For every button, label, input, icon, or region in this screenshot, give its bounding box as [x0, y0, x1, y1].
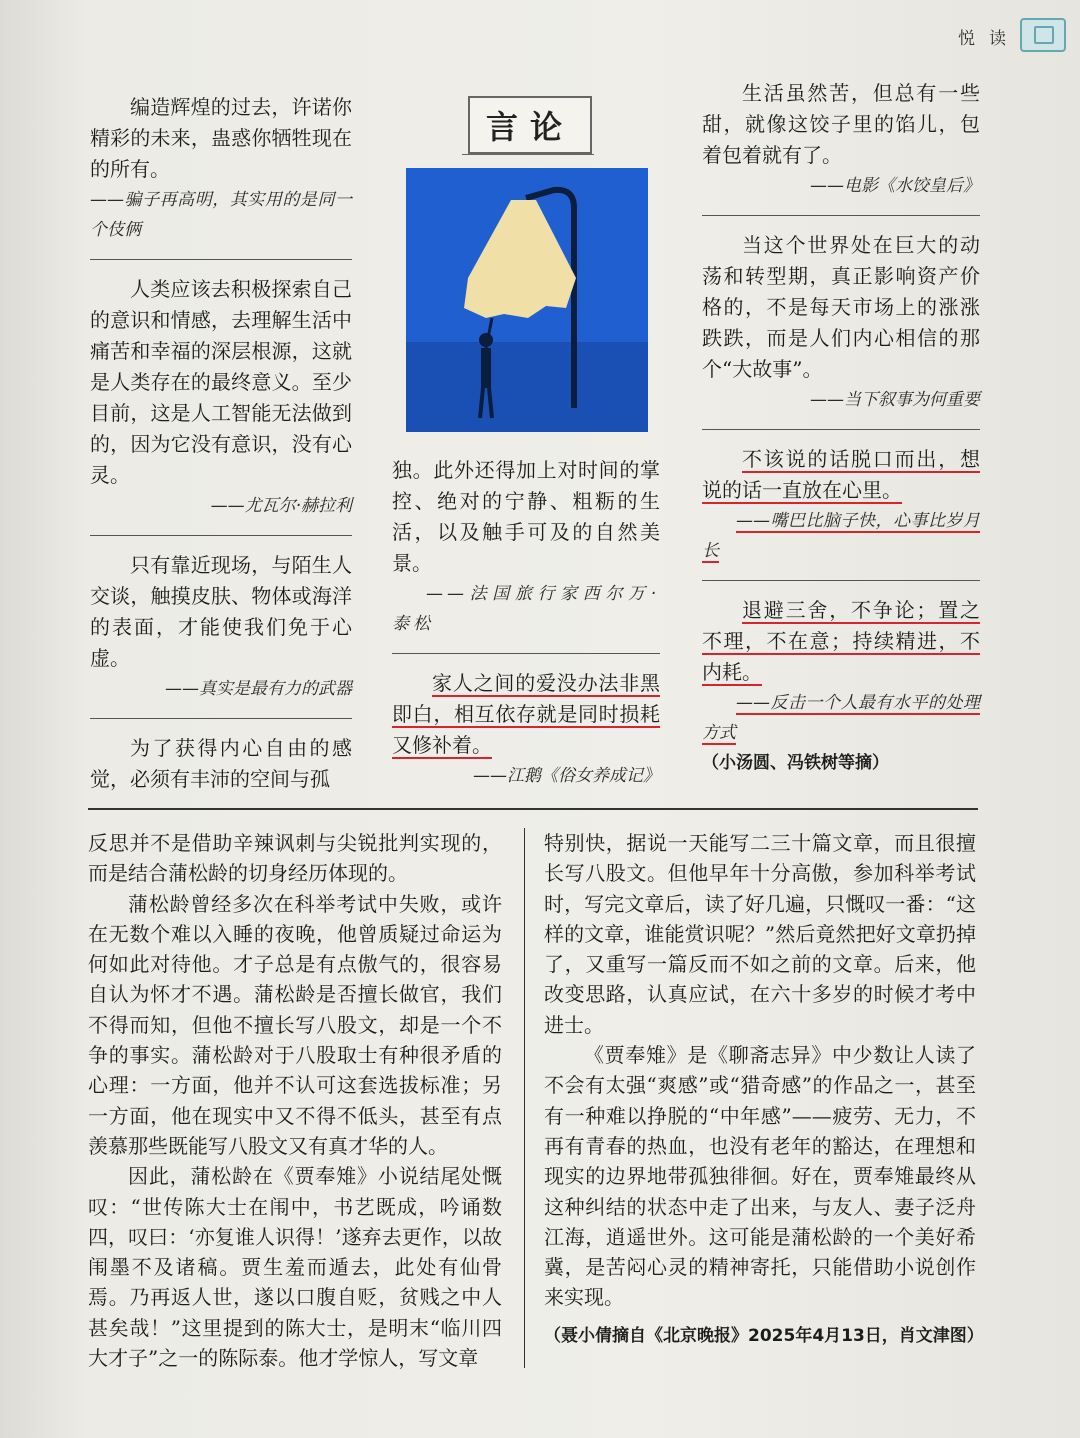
divider	[702, 429, 980, 430]
quotes-column-3	[702, 78, 980, 779]
article-column-right	[544, 828, 984, 1351]
divider	[90, 718, 352, 719]
quote: 编造辉煌的过去，许诺你精彩的未来，蛊惑你牺牲现在的所有。	[90, 95, 352, 181]
quote-source: ——当下叙事为何重要	[810, 390, 980, 410]
quote-underlined: 家人之间的爱没办法非黑即白，相互依存就是同时损耗又修补着。	[392, 671, 660, 757]
divider	[702, 215, 980, 216]
article-paragraph: 反思并不是借助辛辣讽刺与尖锐批判实现的，而是结合蒲松龄的切身经历体现的。	[88, 831, 502, 886]
article-credit: （聂小倩摘自《北京晚报》2025年4月13日，肖文津图）	[544, 1325, 984, 1346]
quote: 为了获得内心自由的感觉，必须有丰沛的空间与孤	[90, 736, 352, 791]
quote-source-underlined: ——反击一个人最有水平的处理方式	[702, 693, 980, 743]
section-divider	[88, 808, 978, 810]
divider	[90, 259, 352, 260]
article-paragraph: 因此，蒲松龄在《贾奉雉》小说结尾处慨叹：“世传陈大士在闱中，书艺既成，吟诵数四，叹曰：‘亦复谁人识得！’遂弃去更作，以故闱墨不及诸稿。贾生羞而遁去，此处有仙骨焉。乃再返人世，遂以口腹自贬，贫贱之中人甚矣哉！”这里提到的陈大士，是明末“临川四大才子”之一的陈际泰。他才学惊人，写文章	[88, 1164, 502, 1371]
article-paragraph: 特别快，据说一天能写二三十篇文章，而且很擅长写八股文。但他早年十分高傲，参加科举考试时，写完文章后，读了好几遍，只慨叹一番：“这样的文章，谁能赏识呢？”然后竟然把好文章扔掉了，又重写一篇反而不如之前的文章。后来，他改变思路，认真应试，在六十多岁的时候才考中进士。	[544, 831, 976, 1037]
quote-underlined: 退避三舍，不争论；置之不理，不在意；持续精进，不内耗。	[702, 598, 980, 684]
quote-source: ——尤瓦尔·赫拉利	[210, 496, 352, 516]
section-header: 悦读	[958, 29, 1020, 49]
divider	[90, 535, 352, 536]
quote-source: ——电影《水饺皇后》	[810, 176, 980, 196]
quote-source: ——江鹅《俗女养成记》	[473, 766, 660, 786]
quote-source: ——真实是最有力的武器	[165, 679, 352, 699]
quotes-credit: （小汤圆、冯铁树等摘）	[702, 753, 889, 773]
quote: 只有靠近现场，与陌生人交谈，触摸皮肤、物体或海洋的表面，才能使我们免于心虚。	[90, 553, 352, 670]
quote-underlined: 不该说的话脱口而出，想说的话一直放在心里。	[702, 447, 980, 502]
article-paragraph: 蒲松龄曾经多次在科举考试中失败，或许在无数个难以入睡的夜晚，他曾质疑过命运为何如此对待他。才子总是有点傲气的，很容易自认为怀才不遇。蒲松龄是否擅长做官，我们不得而知，但他不擅长写八股文，却是一个不争的事实。蒲松龄对于八股取士有种很矛盾的心理：一方面，他并不认可这套选拔标准；另一方面，他在现实中又不得不低头，甚至有点羡慕那些既能写八股文又有真才华的人。	[88, 891, 502, 1158]
quotes-column-2	[392, 455, 660, 791]
quote-source: ——骗子再高明，其实用的是同一个伎俩	[90, 190, 352, 240]
divider	[702, 580, 980, 581]
title-ornament	[462, 140, 594, 155]
quote: 独。此外还得加上对时间的掌控、绝对的宁静、粗粝的生活，以及触手可及的自然美景。	[392, 458, 660, 575]
quote-source: ——法国旅行家西尔万·泰松	[392, 584, 660, 634]
quote: 生活虽然苦，但总有一些甜，就像这饺子里的馅儿，包着包着就有了。	[702, 81, 980, 167]
feature-title: 言论	[468, 96, 592, 154]
streetlamp-illustration	[406, 168, 648, 432]
article-paragraph: 《贾奉雉》是《聊斋志异》中少数让人读了不会有太强“爽感”或“猎奇感”的作品之一，甚至有一种难以挣脱的“中年感”——疲劳、无力，不再有青春的热血，也没有老年的豁达，在理想和现实的边界地带孤独徘徊。好在，贾奉雉最终从这种纠结的状态中走了出来，与友人、妻子泛舟江海，逍遥世外。这可能是蒲松龄的一个美好希冀，是苦闷心灵的精神寄托，只能借助小说创作来实现。	[544, 1043, 976, 1310]
divider	[392, 653, 660, 654]
article-column-left	[88, 828, 502, 1373]
column-divider	[524, 828, 525, 1368]
section-logo-icon	[1020, 18, 1066, 52]
quote-source-underlined: ——嘴巴比脑子快，心事比岁月长	[702, 511, 980, 561]
quote: 人类应该去积极探索自己的意识和情感，去理解生活中痛苦和幸福的深层根源，这就是人类存在的最终意义。至少目前，这是人工智能无法做到的，因为它没有意识，没有心灵。	[90, 277, 352, 487]
quote: 当这个世界处在巨大的动荡和转型期，真正影响资产价格的，不是每天市场上的涨涨跌跌，而是人们内心相信的那个“大故事”。	[702, 233, 980, 381]
quotes-column-1	[90, 92, 352, 795]
